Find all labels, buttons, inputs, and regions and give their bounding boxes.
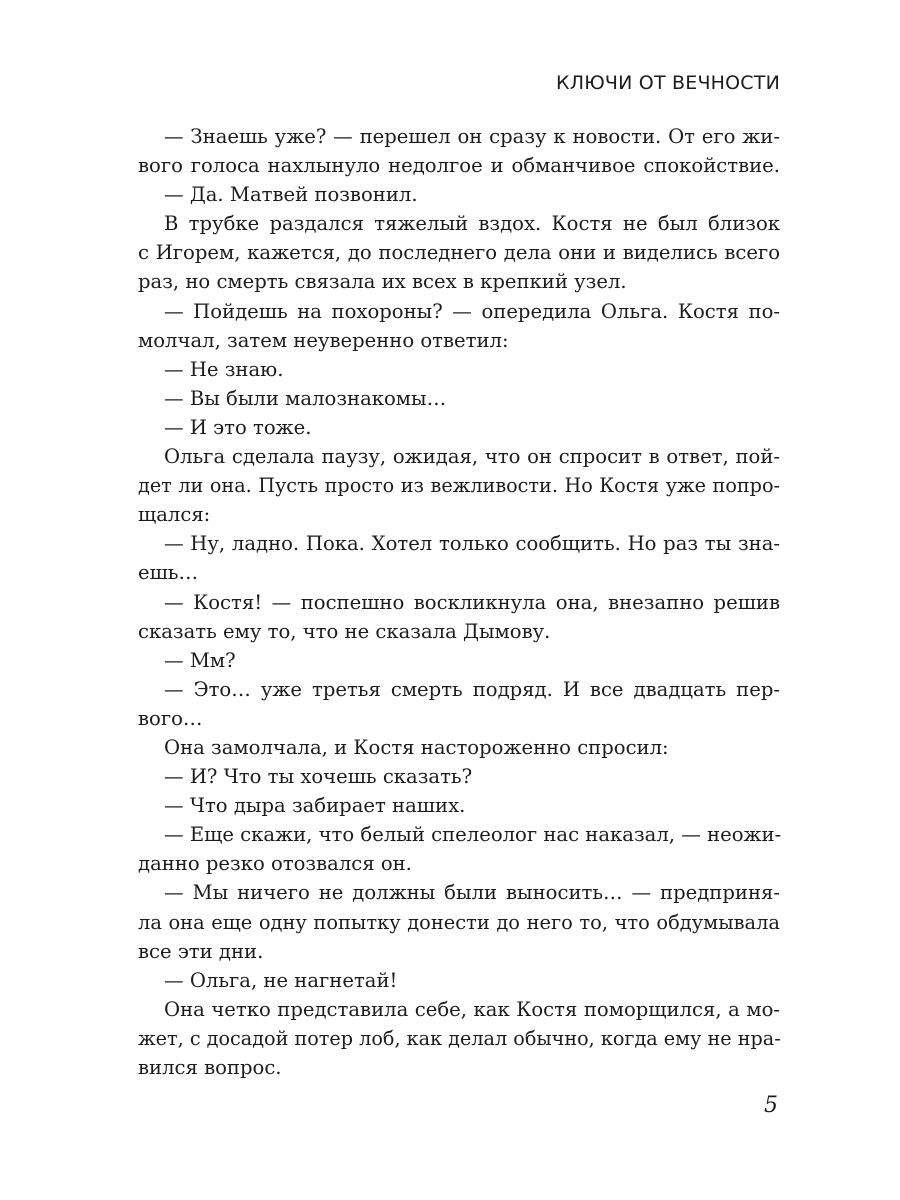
text-line: — Ну, ладно. Пока. Хотел только сообщить. Но раз ты зна- <box>164 532 780 556</box>
text-line: вого голоса нахлынуло недолгое и обманчивое спокойствие. <box>138 154 780 178</box>
body-text <box>138 122 780 1082</box>
text-line: дет ли она. Пусть просто из вежливости. Но Костя уже попро- <box>138 474 780 498</box>
text-line: — Мм? <box>164 648 236 672</box>
text-line: — Пойдешь на похороны? — опередила Ольга. Костя по- <box>164 299 780 323</box>
text-line: — Да. Матвей позвонил. <box>164 183 418 207</box>
text-line: Она замолчала, и Костя настороженно спросил: <box>164 735 669 759</box>
text-line: — Не знаю. <box>164 357 284 381</box>
text-line: — Костя! — поспешно воскликнула она, внезапно решив <box>164 590 780 614</box>
text-line: сказать ему то, что не сказала Дымову. <box>138 619 551 643</box>
text-line: данно резко отозвался он. <box>138 852 412 876</box>
text-line: Ольга сделала паузу, ожидая, что он спросит в ответ, пой- <box>164 445 780 469</box>
text-line: ла она еще одну попытку донести до него то, что обдумывала <box>138 910 780 934</box>
text-line: — Мы ничего не должны были выносить… — предприня- <box>164 881 780 905</box>
text-line: — И? Что ты хочешь сказать? <box>164 765 473 789</box>
page-number: 5 <box>764 1093 778 1118</box>
text-line: молчал, затем неуверенно ответил: <box>138 328 509 352</box>
text-line: щался: <box>138 503 211 527</box>
text-line: — И это тоже. <box>164 415 312 439</box>
text-line: — Что дыра забирает наших. <box>164 794 466 818</box>
running-title: КЛЮЧИ ОТ ВЕЧНОСТИ <box>556 72 780 94</box>
text-line: — Ольга, не нагнетай! <box>164 968 398 992</box>
text-line: — Знаешь уже? — перешел он сразу к новости. От его жи- <box>164 125 780 148</box>
text-line: В трубке раздался тяжелый вздох. Костя не был близок <box>164 212 780 236</box>
text-line: — Это… уже третья смерть подряд. И все двадцать пер- <box>164 677 780 701</box>
text-line: — Еще скажи, что белый спелеолог нас наказал, — неожи- <box>164 823 782 847</box>
text-line: вого… <box>138 706 203 730</box>
text-line: — Вы были малознакомы… <box>164 386 447 410</box>
text-line: все эти дни. <box>138 939 264 963</box>
text-line: раз, но смерть связала их всех в крепкий узел. <box>138 270 627 294</box>
text-line: жет, с досадой потер лоб, как делал обычно, когда ему не нра- <box>138 1026 781 1050</box>
text-line: с Игорем, кажется, до последнего дела они и виделись всего <box>138 241 780 265</box>
text-line: Она четко представила себе, как Костя поморщился, а мо- <box>164 997 780 1021</box>
text-line: вился вопрос. <box>138 1056 282 1079</box>
text-line: ешь… <box>138 561 199 585</box>
